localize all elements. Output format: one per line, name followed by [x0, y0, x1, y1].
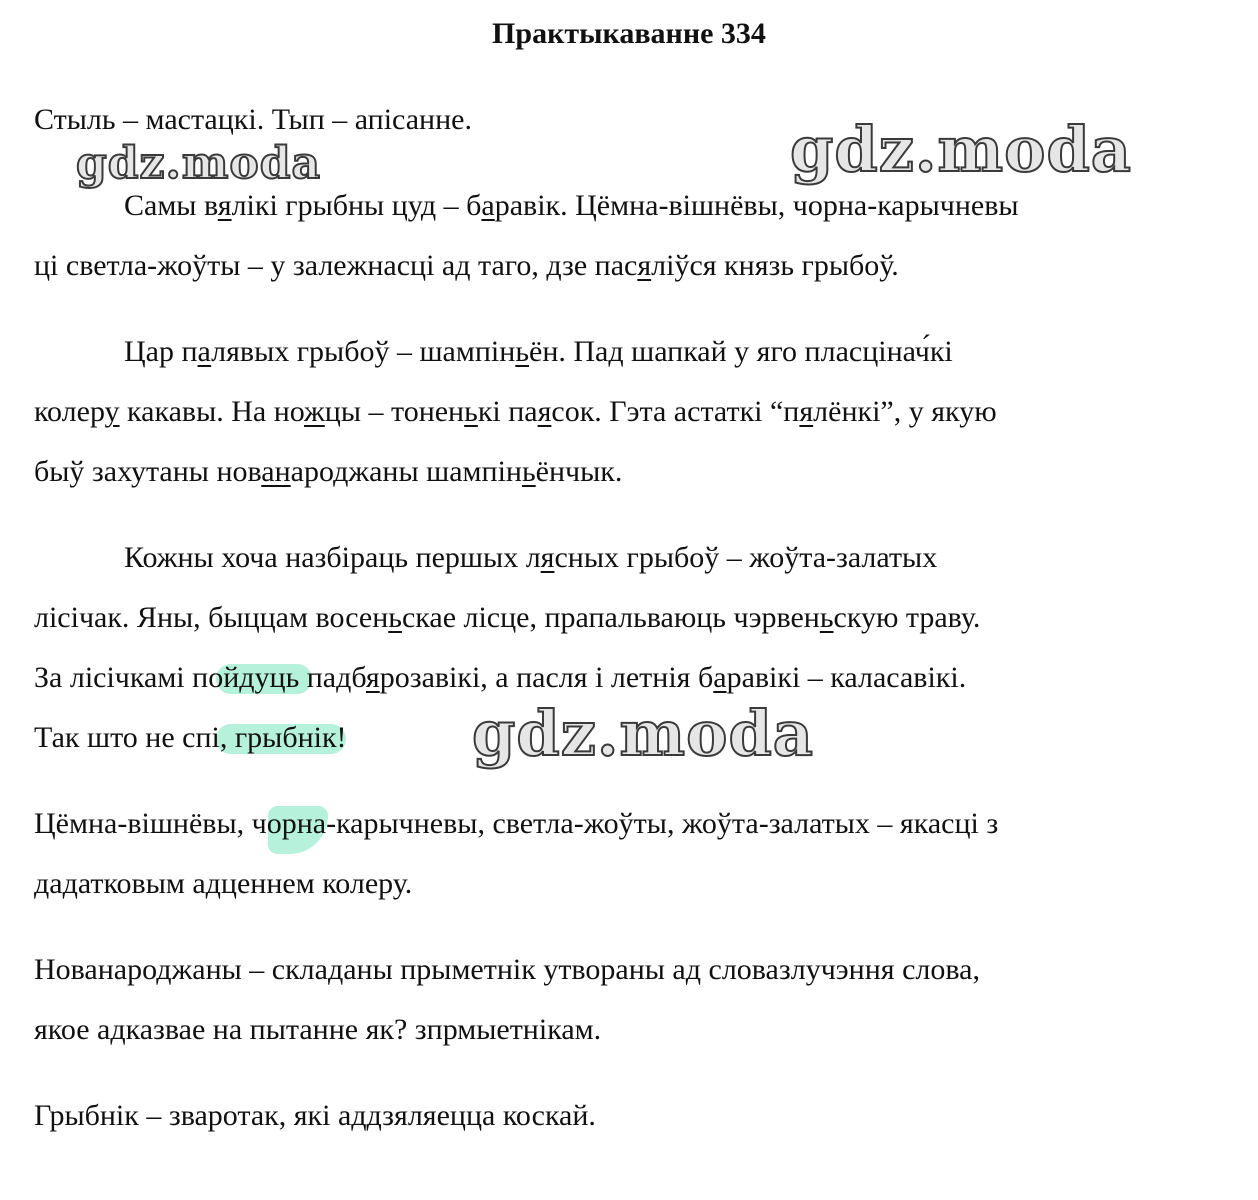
para1-line1: Самы вялікі грыбны цуд – баравік. Цёмна-вішнёвы, чорна-карычневы [124, 189, 1019, 222]
para1-line2: ці светла-жоўты – у залежнасці ад таго, дзе пасяліўся князь грыбоў. [34, 249, 899, 282]
para2-line3: быў захутаны нованароджаны шампіньёнчык. [34, 455, 623, 488]
watermark-logo: gdz.moda [472, 697, 814, 770]
note3-line: Грыбнік – зваротак, які аддзяляецца коскай. [34, 1099, 596, 1132]
watermark-logo: gdz.moda [76, 138, 322, 189]
para2-line2: колеру какавы. На ножцы – тоненькі паясок. Гэта астаткі “пялёнкі”, у якую [34, 395, 997, 428]
watermark-logo: gdz.moda [790, 113, 1132, 186]
style-type-line: Стыль – мастацкі. Тып – апісанне. [34, 103, 472, 136]
para2-line1: Цар палявых грыбоў – шампіньён. Пад шапкай у яго пласцінач́кі [124, 335, 953, 368]
note2-line2: якое адказвае на пытанне як? зпрмыетнікам. [34, 1013, 602, 1046]
para3-line1: Кожны хоча назбіраць першых лясных грыбоў – жоўта-залатых [124, 541, 938, 574]
note1-line1: Цёмна-вішнёвы, чорна-карычневы, светла-жоўты, жоўта-залатых – якасці з [34, 807, 999, 840]
page-title: Практыкаванне 334 [492, 17, 766, 50]
note2-line1: Нованароджаны – складаны прыметнік утвораны ад словазлучэння слова, [34, 953, 980, 986]
note1-line2: дадатковым адценнем колеру. [34, 867, 413, 900]
para3-line4: Так што не спі, грыбнік! [34, 721, 347, 754]
para3-line2: лісічак. Яны, быццам восеньскае лісце, прапальваюць чэрвеньскую траву. [34, 601, 981, 634]
para3-line3: За лісічкамі пойдуць падбярозавікі, а пасля і летнія баравікі – каласавікі. [34, 661, 967, 694]
